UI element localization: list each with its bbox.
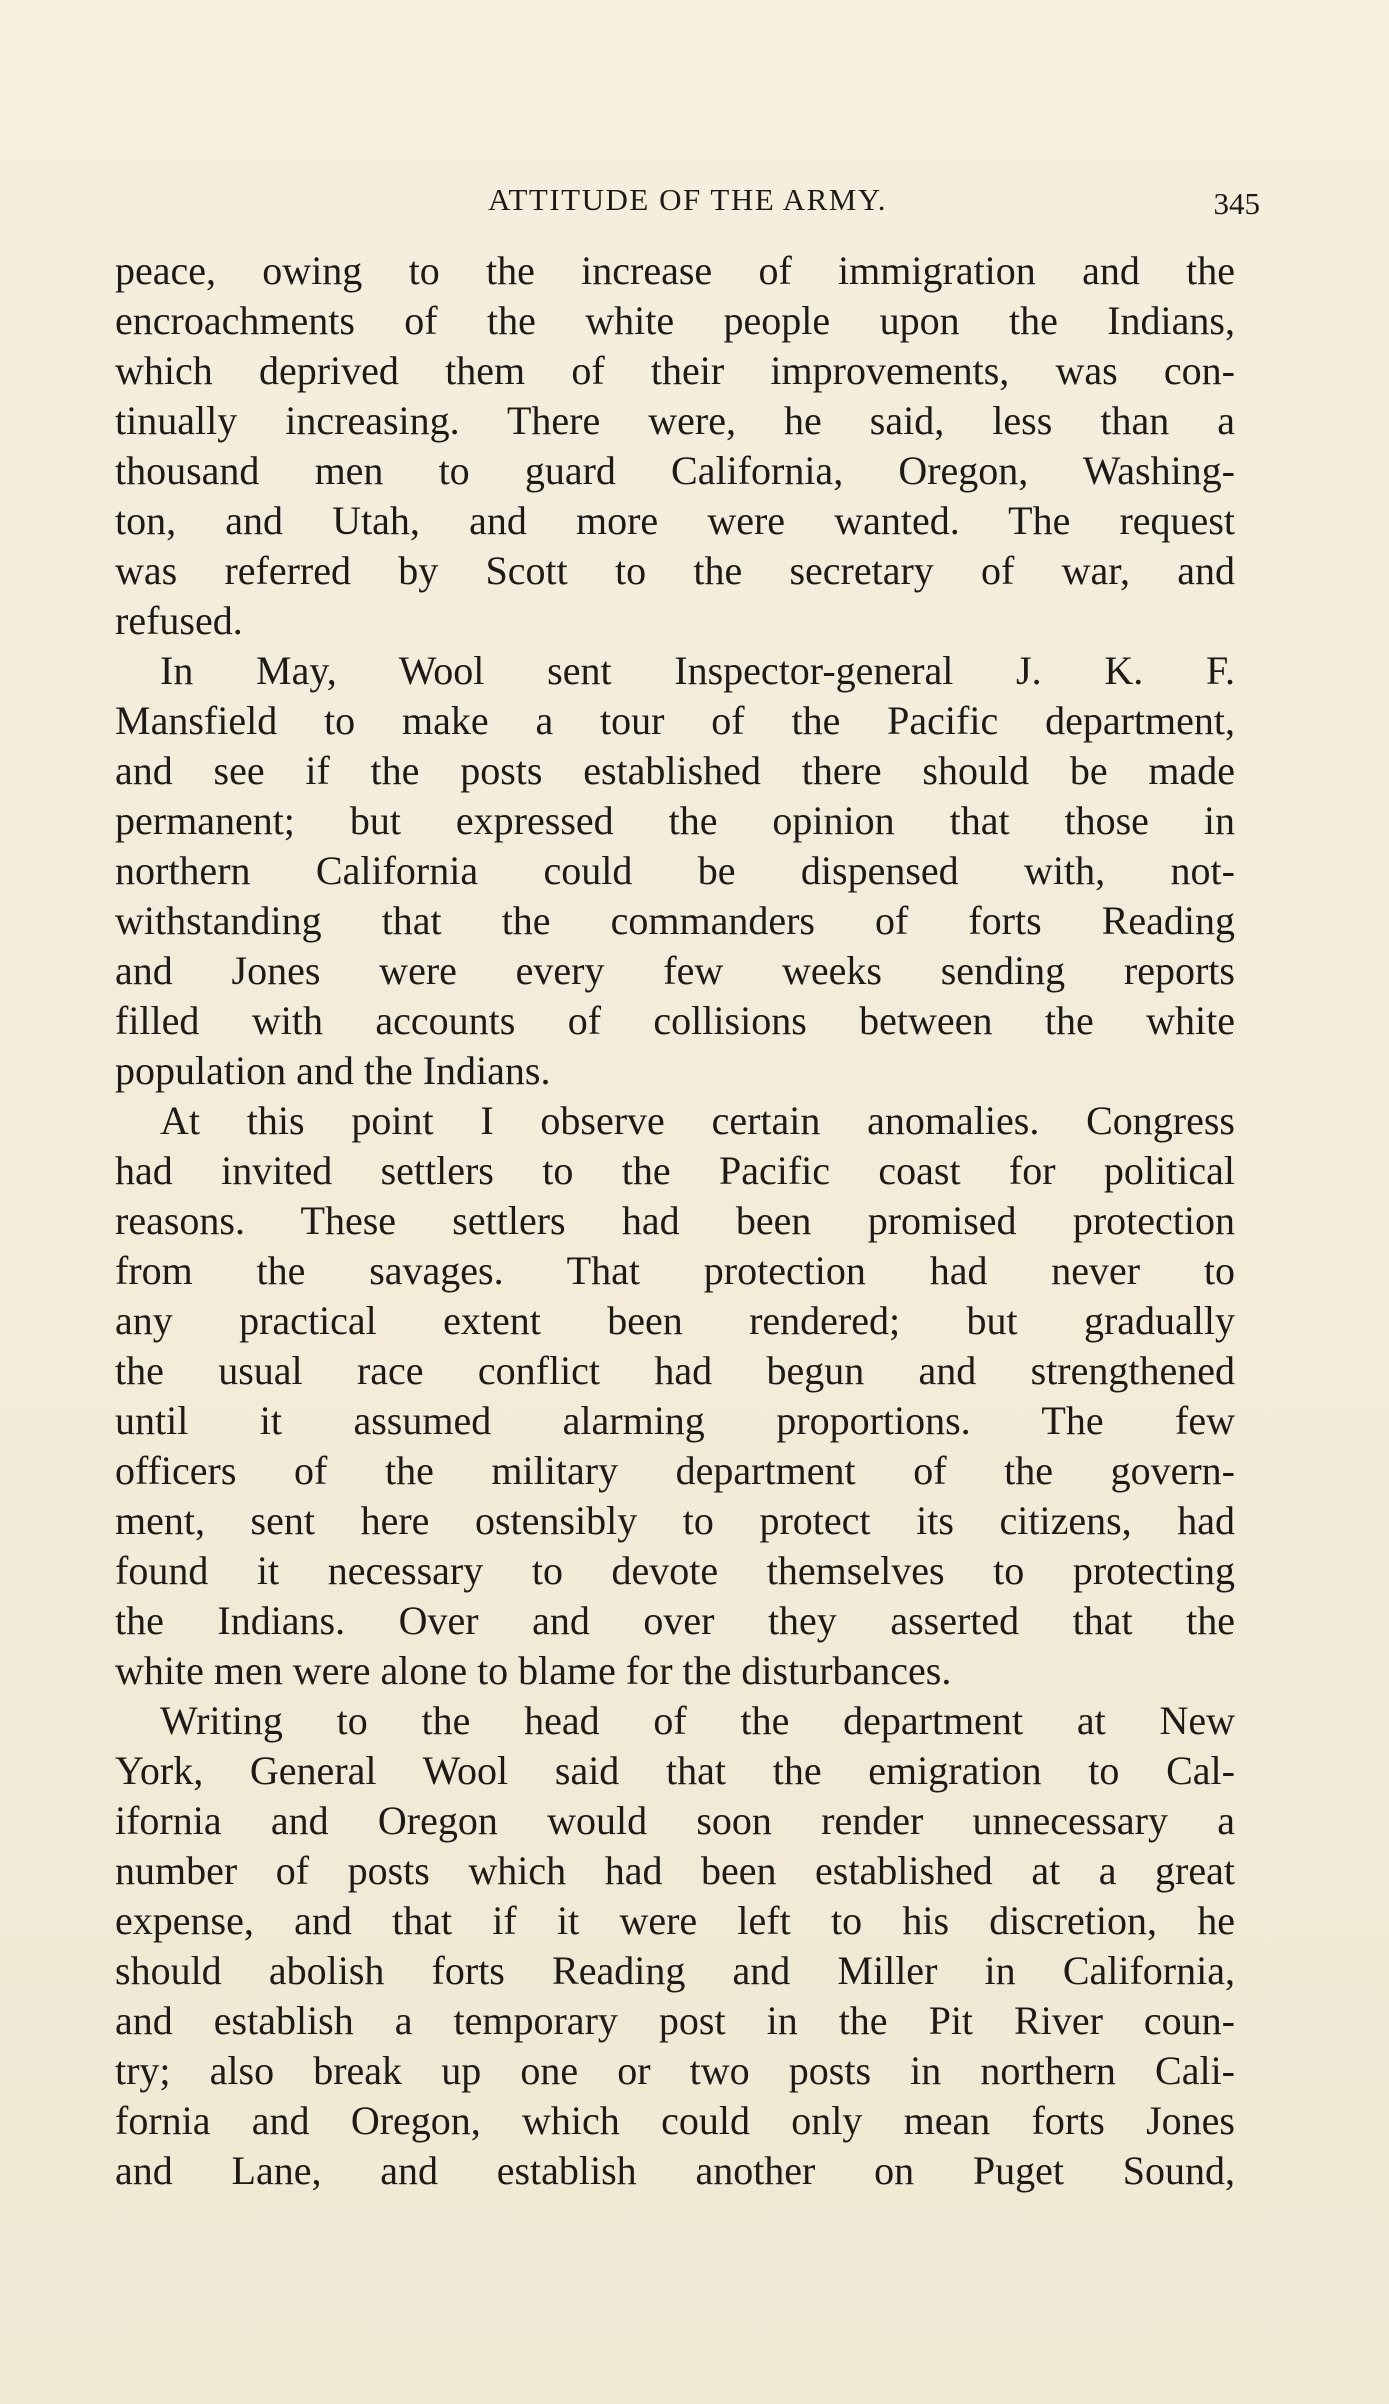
text-line: Mansfield to make a tour of the Pacific department, [115,698,1235,743]
text-line: permanent; but expressed the opinion that those in [115,798,1235,843]
text-line: from the savages. That protection had never to [115,1248,1235,1293]
text-line: encroachments of the white people upon the Indians, [115,298,1235,343]
text-line: and see if the posts established there should be made [115,748,1235,793]
text-line: peace, owing to the increase of immigration and the [115,248,1235,293]
text-line: and establish a temporary post in the Pit River coun- [115,1998,1235,2043]
text-line: At this point I observe certain anomalies. Congress [160,1098,1235,1143]
text-line: ment, sent here ostensibly to protect its citizens, had [115,1498,1235,1543]
text-line: number of posts which had been established at a great [115,1848,1235,1893]
text-line: until it assumed alarming proportions. The few [115,1398,1235,1443]
text-line: fornia and Oregon, which could only mean forts Jones [115,2098,1235,2143]
text-line: the Indians. Over and over they asserted that the [115,1598,1235,1643]
text-line: and Jones were every few weeks sending reports [115,948,1235,993]
body-text [115,246,1235,2196]
text-line: tinually increasing. There were, he said, less than a [115,398,1235,443]
text-line: refused. [115,598,243,643]
text-line: In May, Wool sent Inspector-general J. K. F. [160,648,1235,693]
running-title: ATTITUDE OF THE ARMY. [488,182,887,217]
text-line: had invited settlers to the Pacific coast for political [115,1148,1235,1193]
text-line: filled with accounts of collisions between the white [115,998,1235,1043]
running-head [115,180,1260,220]
text-line: expense, and that if it were left to his discretion, he [115,1898,1235,1943]
text-line: ton, and Utah, and more were wanted. The request [115,498,1235,543]
text-line: found it necessary to devote themselves to protecting [115,1548,1235,1593]
text-line: northern California could be dispensed with, not- [115,848,1235,893]
text-line: the usual race conflict had begun and strengthened [115,1348,1235,1393]
text-line: which deprived them of their improvements, was con- [115,348,1235,393]
page-number: 345 [1213,186,1260,221]
text-line: officers of the military department of the govern- [115,1448,1235,1493]
text-line: white men were alone to blame for the disturbances. [115,1648,952,1693]
text-line: thousand men to guard California, Oregon, Washing- [115,448,1235,493]
text-line: and Lane, and establish another on Puget Sound, [115,2148,1235,2193]
text-line: withstanding that the commanders of forts Reading [115,898,1235,943]
text-line: try; also break up one or two posts in northern Cali- [115,2048,1235,2093]
text-line: should abolish forts Reading and Miller in California, [115,1948,1235,1993]
text-line: any practical extent been rendered; but gradually [115,1298,1235,1343]
text-line: population and the Indians. [115,1048,551,1093]
text-line: was referred by Scott to the secretary of war, and [115,548,1235,593]
text-line: York, General Wool said that the emigration to Cal- [115,1748,1235,1793]
text-line: ifornia and Oregon would soon render unnecessary a [115,1798,1235,1843]
text-line: Writing to the head of the department at New [160,1698,1235,1743]
text-line: reasons. These settlers had been promised protection [115,1198,1235,1243]
